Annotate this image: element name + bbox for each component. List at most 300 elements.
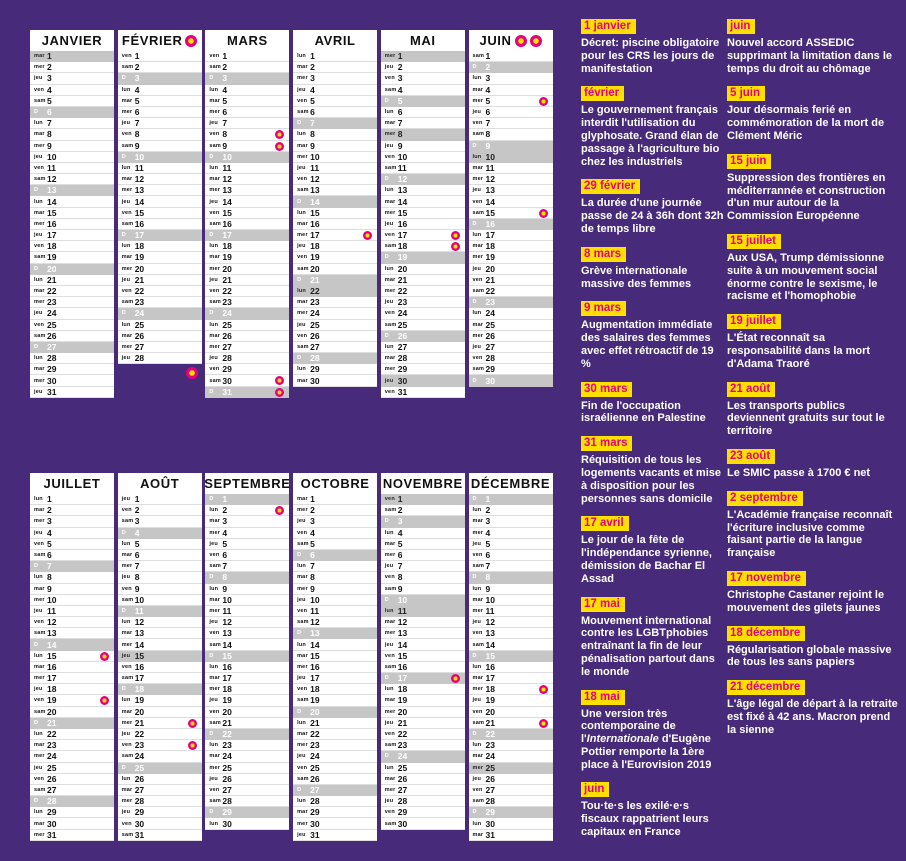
day-row (469, 308, 553, 319)
weekday-label: mer (209, 686, 221, 693)
day-number: 17 (397, 673, 408, 684)
month-title-label: AVRIL (314, 33, 356, 48)
day-row (293, 662, 377, 673)
event-date-badge: juin (727, 19, 755, 34)
day-row (205, 275, 289, 286)
day-number: 30 (310, 375, 320, 386)
day-row (30, 516, 114, 527)
weekday-label: sam (121, 142, 134, 149)
weekday-label: D (472, 652, 477, 659)
weekday-label: mer (209, 607, 221, 614)
weekday-label: D (297, 786, 302, 793)
day-row (205, 684, 289, 695)
day-number: 10 (397, 151, 408, 162)
day-row (118, 763, 202, 774)
day-row (293, 595, 377, 606)
weekday-label: lun (34, 355, 43, 362)
weekday-label: sam (472, 366, 485, 373)
weekday-label: ven (34, 697, 45, 704)
day-row (30, 572, 114, 583)
day-number: 19 (134, 252, 145, 263)
weekday-label: sam (384, 820, 397, 827)
weekday-label: mer (472, 607, 484, 614)
weekday-label: mar (209, 97, 221, 104)
weekday-label: lun (384, 764, 394, 771)
event-text: Fin de l'occupation israélienne en Palestine (581, 399, 706, 425)
day-row (381, 763, 465, 774)
day-row (381, 494, 465, 505)
day-number: 8 (134, 572, 140, 583)
day-number: 15 (222, 207, 232, 218)
day-number: 17 (134, 230, 145, 241)
day-row (469, 494, 553, 505)
day-number: 12 (485, 174, 495, 185)
day-number: 28 (397, 353, 408, 364)
day-row (118, 617, 202, 628)
weekday-label: ven (121, 663, 132, 670)
event-item (727, 151, 899, 223)
event-marker-icon (275, 388, 284, 397)
day-number: 26 (47, 773, 57, 784)
day-number: 6 (485, 550, 491, 561)
weekday-label: sam (121, 299, 134, 306)
day-number: 3 (134, 73, 140, 84)
day-row (469, 785, 553, 796)
weekday-label: mer (209, 109, 221, 116)
day-row (30, 494, 114, 505)
weekday-label: sam (384, 86, 397, 93)
event-item (581, 379, 724, 426)
day-number: 22 (47, 729, 57, 740)
weekday-label: D (209, 809, 214, 816)
day-number: 19 (397, 695, 408, 706)
weekday-label: D (209, 652, 214, 659)
weekday-label: mar (34, 742, 45, 749)
day-number: 20 (397, 706, 408, 717)
weekday-label: jeu (384, 798, 394, 805)
weekday-label: mer (34, 377, 45, 384)
weekday-label: jeu (472, 187, 482, 194)
day-row (30, 639, 114, 650)
weekday-label: sam (209, 719, 221, 726)
day-number: 17 (47, 673, 57, 684)
weekday-label: mar (34, 131, 45, 138)
day-row (293, 96, 377, 107)
day-number: 27 (222, 784, 232, 795)
weekday-label: lun (297, 563, 306, 570)
day-number: 24 (310, 308, 320, 319)
day-row (118, 807, 202, 818)
weekday-label: lun (472, 742, 482, 749)
day-number: 21 (397, 717, 408, 728)
day-row (30, 528, 114, 539)
weekday-label: sam (34, 97, 46, 104)
weekday-label: lun (297, 366, 306, 373)
day-number: 4 (47, 527, 52, 538)
event-date-badge: 8 mars (581, 247, 626, 262)
day-row (381, 141, 465, 152)
weekday-label: mer (121, 798, 133, 805)
weekday-label: mar (209, 518, 221, 525)
day-row (293, 141, 377, 152)
weekday-label: lun (472, 585, 482, 592)
day-number: 22 (310, 729, 320, 740)
day-number: 4 (222, 527, 228, 538)
day-number: 18 (485, 241, 495, 252)
day-row (205, 174, 289, 185)
month-column (30, 473, 114, 841)
day-row (205, 230, 289, 241)
day-row (293, 118, 377, 129)
month-title (469, 30, 553, 51)
day-number: 26 (485, 773, 495, 784)
day-row (293, 550, 377, 561)
weekday-label: D (472, 377, 477, 384)
day-number: 28 (47, 796, 57, 807)
day-row (293, 219, 377, 230)
day-number: 5 (47, 538, 52, 549)
day-number: 13 (47, 628, 57, 639)
day-number: 2 (134, 505, 140, 516)
day-row (118, 740, 202, 751)
weekday-label: lun (34, 198, 43, 205)
day-number: 29 (222, 364, 232, 375)
day-number: 3 (47, 516, 52, 527)
day-row (118, 275, 202, 286)
day-row (30, 353, 114, 364)
day-number: 7 (134, 561, 140, 572)
event-date-badge: 1 janvier (581, 19, 636, 34)
day-number: 15 (47, 207, 57, 218)
weekday-label: ven (472, 786, 483, 793)
weekday-label: mer (121, 563, 133, 570)
month-title-label: OCTOBRE (300, 476, 370, 491)
event-item (727, 446, 899, 480)
weekday-label: sam (384, 164, 397, 171)
day-row (205, 528, 289, 539)
day-row (469, 662, 553, 673)
weekday-label: mar (34, 820, 45, 827)
weekday-label: D (34, 798, 39, 805)
weekday-label: mer (297, 742, 308, 749)
weekday-label: jeu (384, 299, 394, 306)
weekday-label: sam (472, 798, 485, 805)
day-number: 15 (222, 650, 232, 661)
day-number: 20 (47, 263, 57, 274)
weekday-label: mar (34, 663, 45, 670)
weekday-label: sam (384, 742, 397, 749)
day-row (30, 763, 114, 774)
weekday-label: ven (384, 809, 395, 816)
day-row (469, 331, 553, 342)
weekday-label: jeu (384, 641, 394, 648)
day-row (469, 73, 553, 84)
day-number: 20 (397, 263, 408, 274)
weekday-label: D (384, 97, 389, 104)
weekday-label: mar (34, 507, 45, 514)
weekday-label: jeu (34, 388, 43, 395)
day-row (381, 785, 465, 796)
weekday-label: jeu (121, 652, 131, 659)
weekday-label: mer (297, 663, 308, 670)
day-number: 18 (397, 241, 408, 252)
day-number: 1 (485, 494, 491, 505)
month-title-label: FÉVRIER (121, 33, 183, 48)
weekday-label: ven (34, 243, 45, 250)
weekday-label: lun (472, 820, 482, 827)
event-item (727, 488, 899, 560)
weekday-label: mar (384, 619, 396, 626)
day-number: 22 (397, 286, 408, 297)
weekday-label: mer (472, 332, 484, 339)
weekday-label: mer (34, 596, 45, 603)
day-number: 29 (222, 807, 232, 818)
weekday-label: ven (472, 552, 483, 559)
weekday-label: jeu (472, 775, 482, 782)
day-row (205, 651, 289, 662)
weekday-label: mer (297, 232, 308, 239)
event-item (727, 16, 899, 75)
event-item (727, 568, 899, 615)
weekday-label: lun (121, 164, 131, 171)
day-number: 26 (222, 330, 232, 341)
day-row (469, 230, 553, 241)
day-row (30, 707, 114, 718)
day-row (293, 729, 377, 740)
day-number: 28 (310, 353, 320, 364)
weekday-label: mer (472, 529, 484, 536)
day-row (30, 628, 114, 639)
day-number: 14 (222, 196, 232, 207)
day-row (118, 252, 202, 263)
day-number: 16 (397, 661, 408, 672)
day-number: 21 (222, 717, 232, 728)
day-number: 2 (485, 505, 491, 516)
weekday-label: mar (472, 675, 484, 682)
event-text: Le gouvernement français interdit l'utilisation du glyphosate. Grand élan de passage à l'agriculture bio chez les industriels (581, 104, 720, 168)
day-row (293, 807, 377, 818)
weekday-label: mar (297, 652, 308, 659)
weekday-label: lun (34, 496, 43, 503)
day-row (205, 107, 289, 118)
weekday-label: ven (121, 507, 132, 514)
day-row (205, 763, 289, 774)
day-row (30, 364, 114, 375)
day-row (118, 152, 202, 163)
day-row (293, 320, 377, 331)
weekday-label: jeu (34, 310, 43, 317)
weekday-label: mer (121, 343, 133, 350)
day-row (118, 96, 202, 107)
day-number: 11 (134, 162, 144, 173)
day-number: 14 (310, 639, 320, 650)
day-number: 6 (397, 107, 403, 118)
day-row (293, 286, 377, 297)
weekday-label: jeu (209, 775, 218, 782)
weekday-label: D (472, 496, 477, 503)
day-number: 20 (134, 263, 145, 274)
weekday-label: ven (384, 153, 395, 160)
day-number: 26 (397, 773, 408, 784)
day-number: 27 (310, 784, 320, 795)
day-number: 9 (47, 140, 52, 151)
day-number: 18 (47, 241, 57, 252)
day-row (205, 297, 289, 308)
event-text: Suppression des frontières en méditerrannée et construction d'un mur autour de la Commission Européenne (727, 171, 886, 223)
day-number: 13 (134, 185, 145, 196)
weekday-label: lun (297, 209, 306, 216)
day-number: 10 (485, 594, 495, 605)
day-row (118, 561, 202, 572)
event-text: Le jour de la fête de l'indépendance syrienne, démission de Bachar El Assad (581, 534, 712, 585)
weekday-label: ven (209, 53, 220, 60)
weekday-label: jeu (209, 276, 218, 283)
day-number: 31 (397, 386, 408, 397)
weekday-label: sam (472, 53, 485, 60)
event-text: Une version très contemporaine de l'Internationale d'Eugène Pottier remporte la 1ère place à l'Eurovision 2019 (581, 707, 712, 771)
day-row (30, 539, 114, 550)
day-number: 16 (310, 218, 320, 229)
day-number: 2 (397, 62, 403, 73)
day-row (118, 129, 202, 140)
day-row (381, 73, 465, 84)
weekday-label: jeu (297, 518, 306, 525)
day-number: 1 (222, 494, 228, 505)
day-row (205, 729, 289, 740)
day-number: 2 (397, 505, 403, 516)
event-date-badge: 29 février (581, 179, 640, 194)
day-number: 27 (47, 784, 57, 795)
weekday-label: mer (121, 187, 133, 194)
weekday-label: jeu (297, 243, 306, 250)
weekday-label: sam (384, 507, 397, 514)
day-row (293, 62, 377, 73)
weekday-label: sam (297, 540, 309, 547)
day-row (293, 353, 377, 364)
day-number: 19 (47, 252, 57, 263)
weekday-label: jeu (384, 563, 394, 570)
day-number: 8 (222, 572, 228, 583)
day-number: 20 (222, 263, 232, 274)
day-number: 9 (397, 140, 403, 151)
day-row (293, 152, 377, 163)
day-row (30, 85, 114, 96)
day-number: 16 (134, 661, 145, 672)
day-number: 4 (485, 527, 491, 538)
day-number: 27 (222, 341, 232, 352)
day-row (30, 796, 114, 807)
day-row (205, 85, 289, 96)
event-item (581, 779, 724, 838)
event-date-badge: 21 août (727, 382, 775, 397)
day-row (381, 62, 465, 73)
day-number: 13 (310, 628, 320, 639)
weekday-label: lun (34, 574, 43, 581)
day-number: 14 (134, 639, 145, 650)
weekday-label: jeu (121, 496, 131, 503)
weekday-label: ven (384, 652, 395, 659)
day-number: 17 (222, 673, 232, 684)
day-row (469, 297, 553, 308)
day-row (205, 286, 289, 297)
day-row (205, 387, 289, 398)
day-row (381, 297, 465, 308)
event-item (581, 244, 724, 291)
day-row (381, 550, 465, 561)
day-row (118, 516, 202, 527)
event-marker-icon (100, 652, 109, 661)
day-number: 2 (47, 62, 52, 73)
day-number: 8 (310, 572, 315, 583)
month-title-label: SEPTEMBRE (204, 476, 291, 491)
weekday-label: mar (121, 630, 133, 637)
weekday-label: D (34, 641, 39, 648)
day-row (30, 230, 114, 241)
weekday-label: mer (209, 265, 221, 272)
day-number: 24 (134, 308, 145, 319)
day-number: 24 (397, 308, 408, 319)
event-date-badge: 18 décembre (727, 626, 805, 641)
day-number: 10 (310, 151, 320, 162)
day-number: 11 (485, 605, 495, 616)
day-number: 12 (47, 174, 57, 185)
day-row (469, 342, 553, 353)
day-number: 6 (134, 107, 140, 118)
day-row (118, 51, 202, 62)
day-number: 7 (310, 561, 315, 572)
event-date-badge: 30 mars (581, 382, 632, 397)
day-row (30, 584, 114, 595)
day-number: 6 (310, 550, 315, 561)
weekday-label: jeu (472, 697, 482, 704)
event-text: Grève internationale massive des femmes (581, 264, 692, 290)
event-text: Nouvel accord ASSEDIC supprimant la limitation dans le temps du droit au chômage (727, 37, 893, 75)
day-row (293, 230, 377, 241)
day-number: 9 (310, 583, 315, 594)
day-row (469, 62, 553, 73)
day-row (469, 375, 553, 386)
day-row (30, 320, 114, 331)
day-row (205, 695, 289, 706)
day-number: 12 (134, 174, 145, 185)
day-row (469, 286, 553, 297)
event-text: Augmentation immédiate des salaires des femmes avec effet rétroactif de 19 % (581, 319, 714, 370)
day-row (205, 774, 289, 785)
weekday-label: mer (34, 142, 45, 149)
weekday-label: jeu (472, 540, 482, 547)
day-number: 27 (397, 341, 408, 352)
day-number: 5 (134, 538, 140, 549)
day-row (205, 494, 289, 505)
day-number: 16 (222, 218, 232, 229)
weekday-label: ven (121, 820, 132, 827)
day-number: 30 (310, 818, 320, 829)
day-number: 24 (47, 751, 57, 762)
day-number: 23 (134, 740, 145, 751)
day-number: 1 (310, 494, 315, 505)
weekday-label: mar (297, 496, 308, 503)
day-number: 26 (485, 330, 495, 341)
day-row (381, 673, 465, 684)
weekday-label: mer (121, 265, 133, 272)
day-row (293, 830, 377, 841)
day-row (205, 561, 289, 572)
weekday-label: ven (297, 764, 308, 771)
day-number: 8 (222, 129, 228, 140)
weekday-label: jeu (297, 753, 306, 760)
day-number: 17 (47, 230, 57, 241)
day-row (469, 320, 553, 331)
